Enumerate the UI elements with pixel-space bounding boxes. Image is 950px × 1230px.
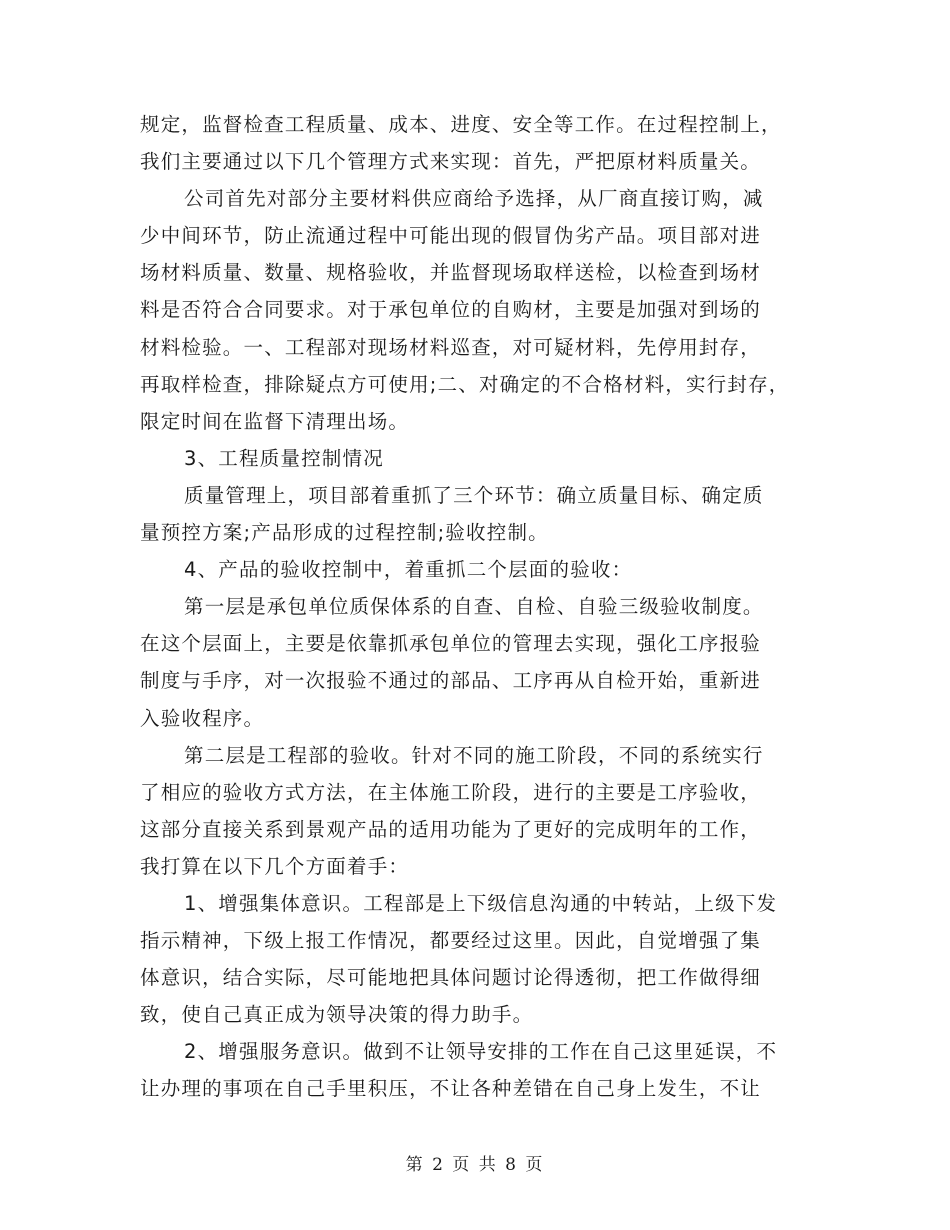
- text-line: 我们主要通过以下几个管理方式来实现：首先，严把原材料质量关。: [140, 150, 762, 174]
- text-line: 4、产品的验收控制中，着重抓二个层面的验收：: [184, 558, 633, 582]
- text-line: 再取样检查，排除疑点方可使用;二、对确定的不合格材料，实行封存，: [140, 372, 790, 396]
- text-line: 3、工程质量控制情况: [184, 446, 384, 470]
- text-line: 第二层是工程部的验收。针对不同的施工阶段，不同的系统实行: [184, 743, 764, 767]
- text-line: 1、增强集体意识。工程部是上下级信息沟通的中转站，上级下发: [184, 891, 778, 915]
- text-line: 指示精神，下级上报工作情况，都要经过这里。因此，自觉增强了集: [140, 929, 762, 953]
- text-line: 量预控方案;产品形成的过程控制;验收控制。: [140, 521, 549, 545]
- text-line: 质量管理上，项目部着重抓了三个环节：确立质量目标、确定质: [184, 483, 764, 507]
- text-line: 限定时间在监督下清理出场。: [140, 409, 410, 433]
- text-line: 公司首先对部分主要材料供应商给予选择，从厂商直接订购，减: [184, 187, 764, 211]
- text-line: 在这个层面上，主要是依靠抓承包单位的管理去实现，强化工序报验: [140, 632, 762, 656]
- text-line: 规定，监督检查工程质量、成本、进度、安全等工作。在过程控制上，: [140, 113, 782, 136]
- document-body: [140, 106, 820, 1108]
- text-line: 致，使自己真正成为领导决策的得力助手。: [140, 1003, 534, 1027]
- text-line: 第一层是承包单位质保体系的自查、自检、自验三级验收制度。: [184, 595, 764, 619]
- text-line: 体意识，结合实际，尽可能地把具体问题讨论得透彻，把工作做得细: [140, 966, 762, 990]
- text-line: 这部分直接关系到景观产品的适用功能为了更好的完成明年的工作，: [140, 817, 762, 841]
- text-line: 料是否符合合同要求。对于承包单位的自购材，主要是加强对到场的: [140, 298, 762, 322]
- text-line: 2、增强服务意识。做到不让领导安排的工作在自己这里延误，不: [184, 1040, 778, 1064]
- text-line: 材料检验。一、工程部对现场材料巡查，对可疑材料，先停用封存，: [140, 335, 762, 359]
- page-footer: 第 2 页 共 8 页: [405, 1155, 545, 1175]
- text-line: 让办理的事项在自己手里积压，不让各种差错在自己身上发生，不让: [140, 1077, 762, 1101]
- text-line: 了相应的验收方式方法，在主体施工阶段，进行的主要是工序验收，: [140, 780, 762, 804]
- text-line: 制度与手序，对一次报验不通过的部品、工序再从自检开始，重新进: [140, 669, 762, 693]
- text-line: 我打算在以下几个方面着手：: [140, 854, 410, 878]
- text-line: 少中间环节，防止流通过程中可能出现的假冒伪劣产品。项目部对进: [140, 224, 762, 248]
- text-line: 场材料质量、数量、规格验收，并监督现场取样送检，以检查到场材: [140, 261, 762, 285]
- text-line: 入验收程序。: [140, 706, 265, 730]
